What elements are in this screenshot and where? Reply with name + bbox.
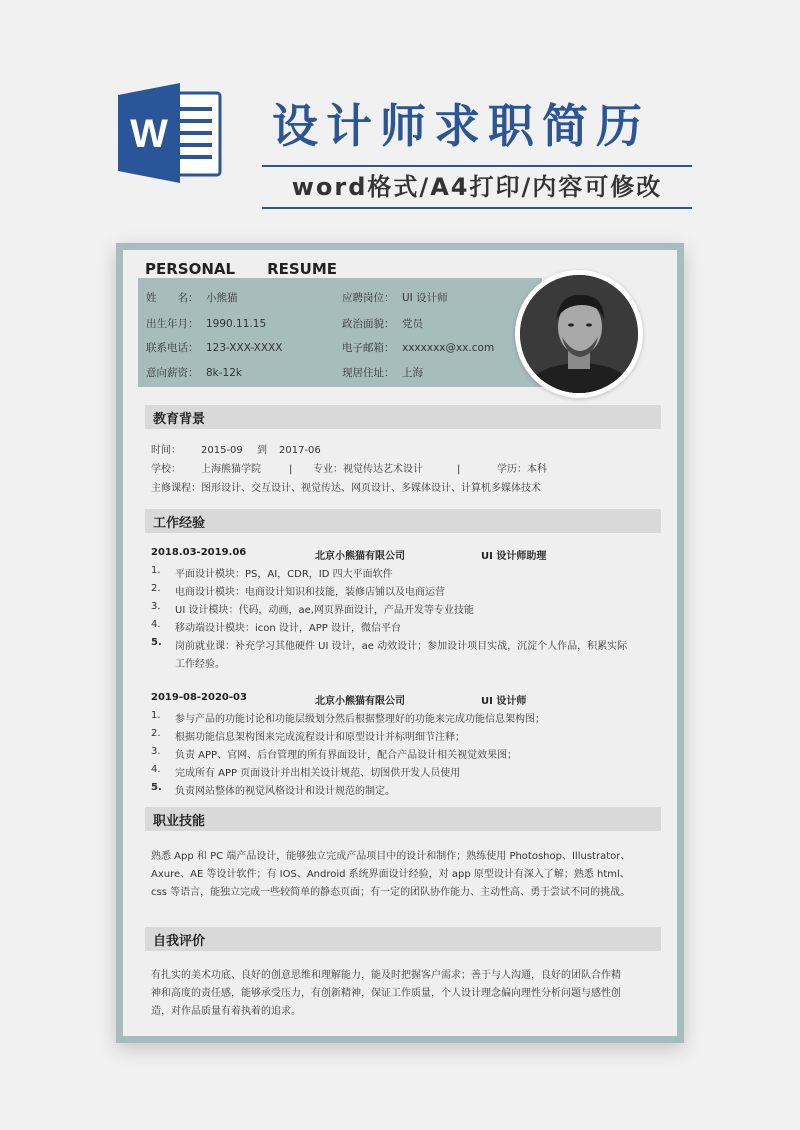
education-time: 时间： 2015-09 到 2017-06 [151,445,321,456]
resume-header [145,260,337,278]
banner-subtitle: word格式/A4打印/内容可修改 [262,165,692,209]
section-work-title: 工作经验 [153,516,206,531]
section-skills [145,807,661,831]
section-self-eval [145,927,661,951]
list-item: 3. UI 设计模块：代码，动画，ae,网页界面设计，产品开发等专业技能 [151,601,474,616]
banner-title: 设计师求职简历 [272,99,650,153]
list-item: 2. 电商设计模块：电商设计知识和技能，装修店铺以及电商运营 [151,583,445,598]
info-row-salary: 意向薪资： 8k-12k 现居住址： 上海 [146,367,423,379]
skills-text: 熟悉 App 和 PC 端产品设计，能够独立完成产品项目中的设计和制作；熟练使用 Photoshop、Illustrator、 Axure、AE 等设计软件；有 IOS、Android 系统界面设计经验，对 app 原型设计有深入了解；熟悉 html、 css 等语言，能独立完成一些较简单的静态页面；有一定的团队协作能力、主动性高、勇于尝试不同的挑战。 [151,851,631,898]
list-item: 1. 平面设计模块：PS，AI，CDR，ID 四大平面软件 [151,565,393,580]
section-work [145,509,661,533]
job-2-header: 2019-08-2020-03 北京小熊猫有限公司 UI 设计师 [151,692,527,707]
list-item-continued: 工作经验。 [175,659,225,670]
self-eval-text: 有扎实的美术功底、良好的创意思维和理解能力，能及时把握客户需求；善于与人沟通，良好的团队合作精 神和高度的责任感，能够承受压力，有创新精神，保证工作质量，个人设计理念偏向理性分析问题与感性创 造，对作品质量有着执着的追求。 [151,970,621,1017]
section-skills-title: 职业技能 [153,814,206,829]
info-row-phone: 联系电话： 123-XXX-XXXX 电子邮箱： xxxxxxx@xx.com [146,342,495,354]
job-1-header: 2018.03-2019.06 北京小熊猫有限公司 UI 设计师助理 [151,547,547,562]
info-row-name: 姓 名： 小熊猫 应聘岗位： UI 设计师 [146,292,448,304]
education-courses: 主修课程：图形设计、交互设计、视觉传达、网页设计、多媒体设计、计算机多媒体技术 [151,483,541,494]
list-item: 5. 负责网站整体的视觉风格设计和设计规范的制定。 [151,782,395,797]
word-document-icon [118,83,224,183]
profile-photo [515,270,643,398]
list-item: 1. 参与产品的功能讨论和功能层级划分然后根据整理好的功能来完成功能信息架构图； [151,710,545,725]
resume-page [116,243,684,1043]
list-item: 4. 移动端设计模块：icon 设计，APP 设计，微信平台 [151,619,401,634]
list-item: 3. 负责 APP、官网、后台管理的所有界面设计，配合产品设计相关视觉效果图； [151,746,518,761]
list-item: 5. 岗前就业课：补充学习其他硬件 UI 设计，ae 动效设计；参加设计项目实战，沉淀个人作品，积累实际 [151,637,628,652]
resume-header-right: RESUME [267,260,338,278]
education-school: 学校： 上海熊猫学院 | 专业：视觉传达艺术设计 | 学历：本科 [151,464,547,475]
section-education-title: 教育背景 [153,412,206,427]
list-item: 4. 完成所有 APP 页面设计并出相关设计规范、切图供开发人员使用 [151,764,461,779]
list-item: 2. 根据功能信息架构图来完成流程设计和原型设计并标明细节注释； [151,728,465,743]
section-self-eval-title: 自我评价 [153,934,206,949]
word-icon-letter: W [130,112,168,156]
resume-header-left: PERSONAL [145,260,236,278]
section-education [145,405,661,429]
info-row-birth: 出生年月： 1990.11.15 政治面貌： 党员 [146,318,423,330]
personal-info-band [138,278,542,387]
